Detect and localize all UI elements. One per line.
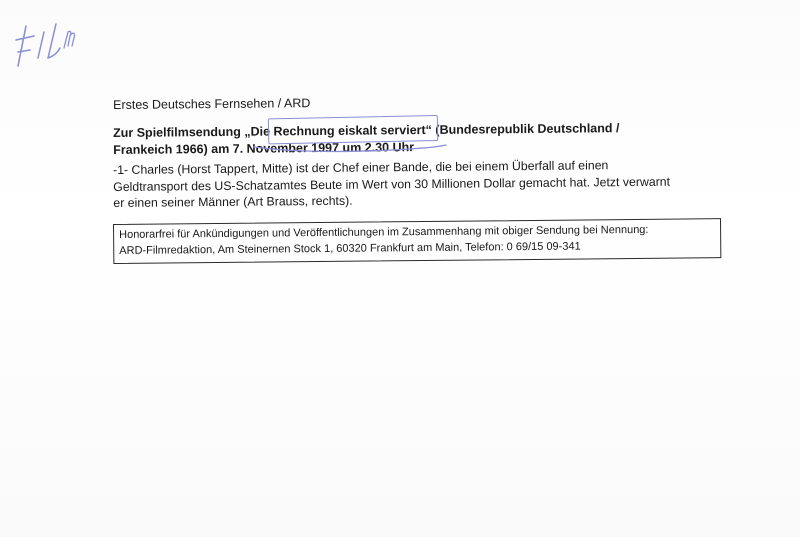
handwritten-note — [12, 18, 92, 72]
copyright-notice-box — [113, 218, 721, 264]
broadcaster-line: Erstes Deutsches Fernsehen / ARD — [113, 96, 311, 112]
notice-line-2: ARD-Filmredaktion, Am Steinernen Stock 1, 60320 Frankfurt am Main, Telefon: 0 69/15 09-341 — [119, 240, 581, 257]
pen-underline-mark — [250, 143, 450, 157]
handwritten-film-mark — [12, 18, 92, 72]
photo-caption: -1- Charles (Horst Tappert, Mitte) ist der Chef einer Bande, die bei einem Überfall auf einen Geldtransport des US-Schatzamtes Beute im Wert von 30 Millionen Dollar gemacht hat. Jetzt verwarnt er einen seiner Männer (Art Brauss, rechts). — [113, 158, 671, 211]
film-title-boxed: Rechnung eiskalt serviert“ — [273, 122, 432, 139]
headline-prefix: Zur Spielfilmsendung „Die — [113, 124, 274, 140]
headline-suffix: (Bundesrepublik Deutschland / Frankeich 1966) am 7. November 1997 um 2.30 Uhr — [113, 121, 620, 157]
notice-line-1: Honorarfrei für Ankündigungen und Veröffentlichungen im Zusammenhang mit obiger Sendung bei Nennung: — [119, 223, 649, 241]
